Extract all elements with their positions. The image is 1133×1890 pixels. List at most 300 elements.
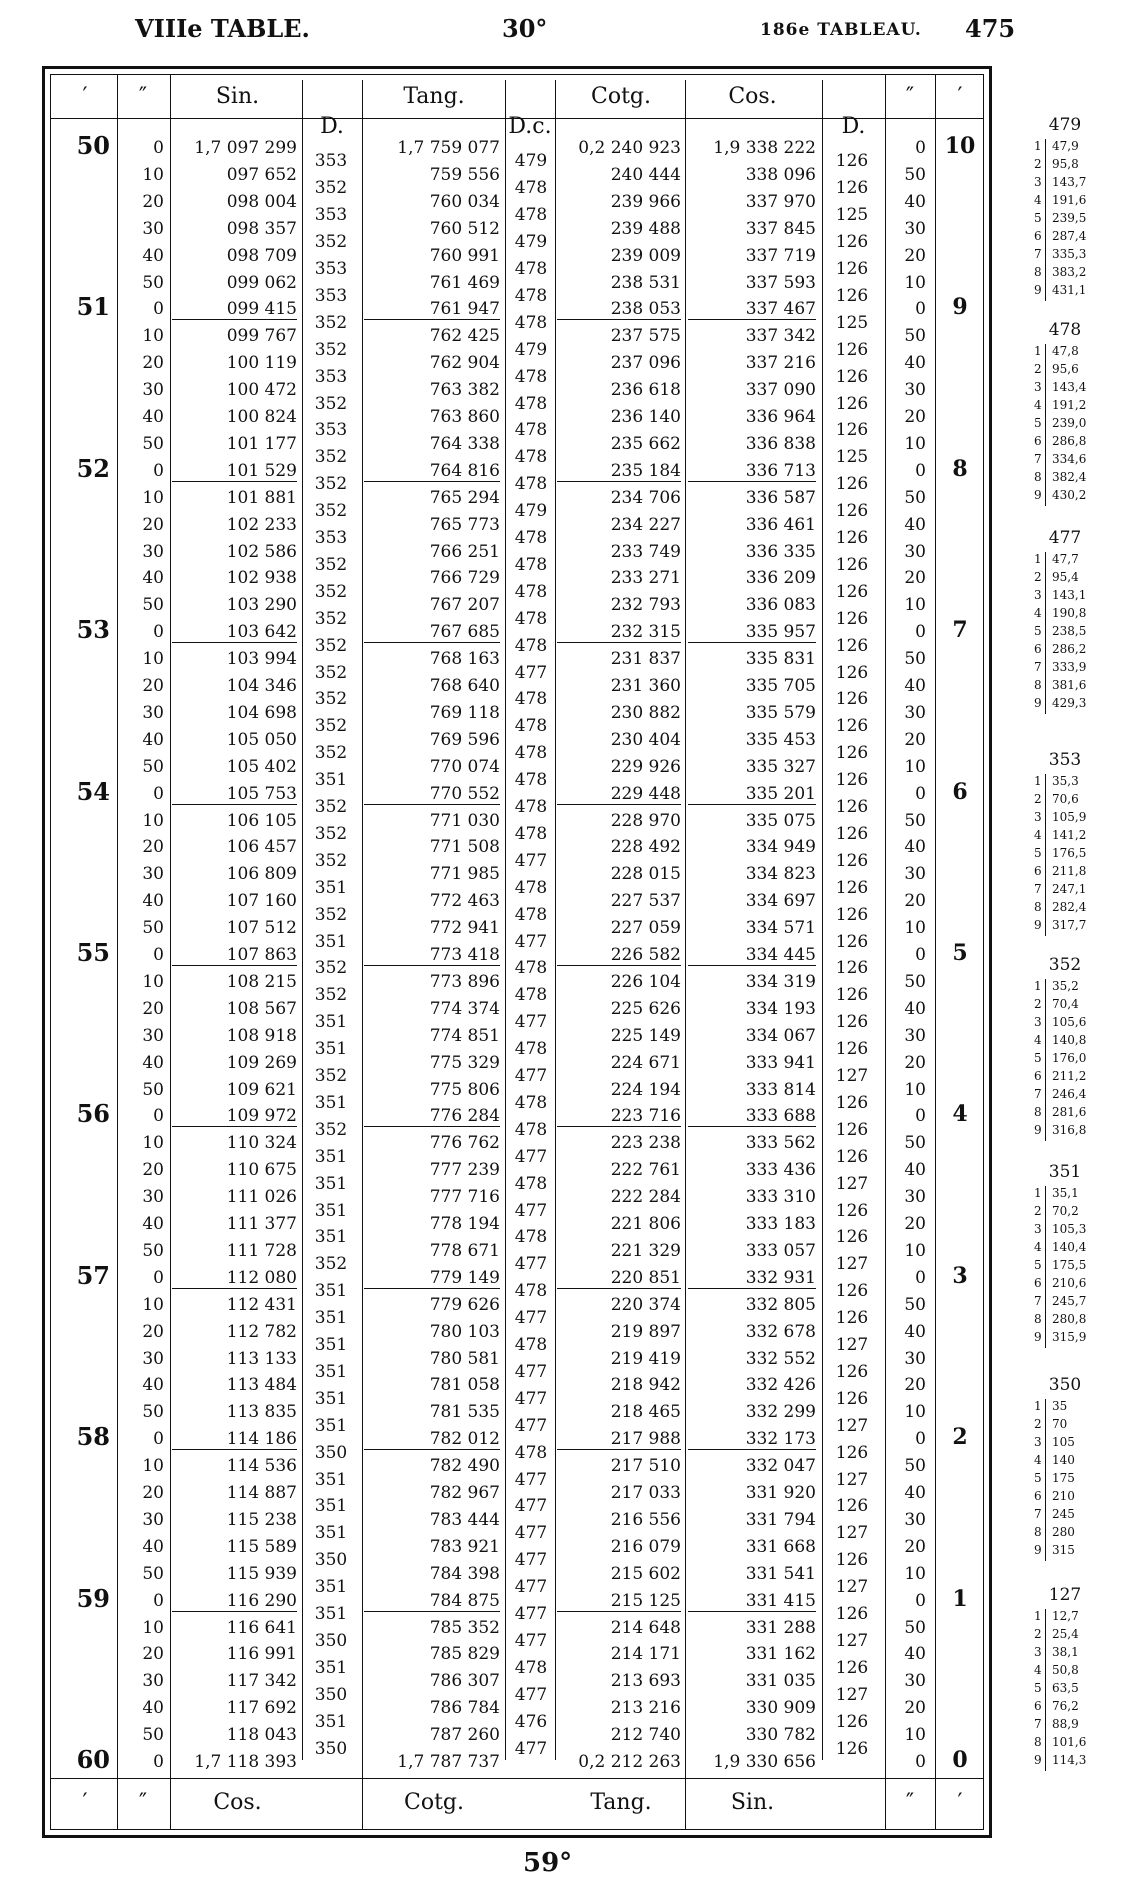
row-right-second: 0	[915, 1590, 926, 1611]
cos-value: 335 327	[745, 756, 816, 777]
pp-multiplier: 9	[1034, 1753, 1042, 1767]
pp-multiplier: 9	[1034, 1543, 1042, 1557]
tang-value: 782 967	[429, 1483, 500, 1503]
sin-value: 106 809	[226, 864, 297, 885]
tang-value: 767 685	[364, 622, 500, 643]
cos-value: 336 587	[745, 487, 816, 508]
cos-value: 334 445	[688, 945, 816, 966]
pp-divider	[1045, 344, 1046, 506]
sin-value: 112 080	[172, 1268, 297, 1289]
d-sin-value: 350	[314, 1738, 348, 1759]
tang-value: 774 851	[429, 1025, 500, 1046]
cos-value: 336 209	[745, 568, 816, 589]
sin-value: 108 567	[226, 998, 297, 1019]
row-right-second: 30	[904, 1187, 926, 1208]
footer-cos: Cos.	[213, 1790, 262, 1815]
cos-value: 336 461	[745, 514, 816, 535]
sin-value: 105 402	[226, 756, 297, 777]
pp-value: 47,7	[1052, 552, 1079, 566]
cos-value: 1,9 330 656	[713, 1752, 816, 1772]
row-right-second: 20	[904, 891, 926, 912]
sin-value: 110 675	[226, 1160, 297, 1181]
row-second: 50	[142, 1079, 164, 1100]
pp-table-title: 351	[1048, 1162, 1082, 1182]
pp-value: 247,1	[1052, 882, 1087, 896]
pp-value: 335,3	[1052, 247, 1087, 261]
d-cos-value: 126	[835, 635, 869, 656]
row-right-second: 10	[904, 272, 926, 293]
pp-value: 280	[1052, 1525, 1075, 1539]
cos-value: 336 335	[745, 541, 816, 562]
row-right-second: 20	[904, 729, 926, 750]
cotg-value: 238 053	[557, 299, 681, 320]
cotg-value: 234 227	[610, 514, 681, 535]
d-tang-value: 477	[514, 1146, 548, 1167]
pp-multiplier: 8	[1034, 470, 1042, 484]
pp-value: 105,6	[1052, 1015, 1087, 1029]
row-second: 30	[142, 218, 164, 239]
cos-value: 333 562	[745, 1133, 816, 1154]
row-right-minute: 1	[952, 1585, 968, 1612]
d-cos-value: 126	[835, 662, 869, 683]
d-cos-value: 126	[835, 1496, 869, 1517]
d-sin-value: 352	[314, 797, 348, 818]
d-tang-value: 478	[514, 1281, 548, 1302]
pp-value: 95,6	[1052, 362, 1079, 376]
pp-multiplier: 4	[1034, 606, 1042, 620]
tang-value: 787 260	[429, 1725, 500, 1746]
sin-value: 108 215	[226, 971, 297, 992]
row-second: 0	[153, 783, 164, 804]
row-second: 20	[142, 676, 164, 696]
cos-value: 337 342	[745, 326, 816, 347]
d-sin-value: 351	[314, 1711, 348, 1732]
row-second: 20	[142, 514, 164, 535]
footer-minutes: ′	[82, 1790, 88, 1815]
pp-multiplier: 4	[1034, 828, 1042, 842]
pp-table-title: 478	[1048, 320, 1082, 340]
cos-value: 333 688	[688, 1106, 816, 1127]
pp-multiplier: 6	[1034, 434, 1042, 448]
d-tang-value: 478	[514, 716, 548, 737]
d-cos-value: 126	[835, 178, 869, 199]
d-sin-value: 351	[314, 1200, 348, 1221]
pp-value: 105,3	[1052, 1222, 1087, 1236]
pp-multiplier: 4	[1034, 1240, 1042, 1254]
sin-value: 117 342	[226, 1671, 297, 1692]
footer-seconds: ″	[138, 1790, 148, 1815]
cos-value: 337 970	[745, 191, 816, 212]
pp-value: 282,4	[1052, 900, 1087, 914]
sin-value: 1,7 118 393	[194, 1752, 297, 1772]
pp-multiplier: 2	[1034, 362, 1042, 376]
tang-value: 777 239	[429, 1160, 500, 1181]
cotg-value: 228 492	[610, 837, 681, 858]
d-cos-value: 127	[835, 1415, 869, 1436]
sin-value: 109 621	[226, 1079, 297, 1100]
header-d-cos: D.	[841, 114, 866, 139]
pp-value: 70,4	[1052, 997, 1079, 1011]
cos-value: 334 193	[745, 998, 816, 1019]
row-right-second: 40	[904, 191, 926, 212]
cotg-value: 228 970	[610, 810, 681, 831]
sin-value: 102 233	[226, 514, 297, 535]
row-right-second: 0	[915, 299, 926, 320]
pp-value: 38,1	[1052, 1645, 1079, 1659]
pp-multiplier: 8	[1034, 678, 1042, 692]
row-right-second: 0	[915, 138, 926, 158]
table-label: VIIIe TABLE.	[135, 14, 310, 43]
d-tang-value: 477	[514, 662, 548, 683]
row-second: 50	[142, 756, 164, 777]
sin-value: 115 589	[226, 1536, 297, 1557]
pp-multiplier: 6	[1034, 642, 1042, 656]
row-second: 0	[153, 945, 164, 965]
d-tang-value: 477	[514, 1012, 548, 1033]
row-right-minute: 10	[944, 133, 976, 159]
tang-value: 769 118	[429, 702, 500, 723]
cotg-value: 230 404	[610, 729, 681, 750]
cotg-value: 217 988	[557, 1429, 681, 1450]
d-cos-value: 125	[835, 447, 869, 468]
cos-value: 330 909	[745, 1698, 816, 1719]
d-cos-value: 127	[835, 1469, 869, 1490]
d-sin-value: 350	[314, 1442, 348, 1463]
pp-multiplier: 3	[1034, 1435, 1042, 1449]
d-cos-value: 126	[835, 393, 869, 414]
footer-sin: Sin.	[730, 1790, 775, 1815]
sin-value: 115 939	[226, 1563, 297, 1584]
row-right-second: 10	[904, 1725, 926, 1746]
cotg-value: 212 740	[610, 1725, 681, 1746]
d-tang-value: 478	[514, 1119, 548, 1140]
row-right-second: 30	[904, 380, 926, 401]
pp-value: 47,8	[1052, 344, 1079, 358]
row-second: 10	[142, 1294, 164, 1315]
pp-multiplier: 7	[1034, 1507, 1042, 1521]
cos-value: 338 096	[745, 164, 816, 185]
row-second: 30	[142, 380, 164, 401]
d-sin-value: 352	[314, 635, 348, 656]
tang-value: 786 307	[429, 1671, 500, 1692]
d-cos-value: 126	[835, 904, 869, 925]
cos-value: 334 571	[745, 918, 816, 939]
sin-value: 118 043	[226, 1725, 297, 1746]
cos-value: 336 713	[688, 461, 816, 482]
complement-angle: 59°	[523, 1848, 573, 1878]
sin-value: 111 377	[226, 1214, 297, 1234]
row-second: 50	[142, 1240, 164, 1261]
cos-value: 337 467	[688, 299, 816, 320]
tang-value: 765 294	[429, 487, 500, 508]
row-right-second: 20	[904, 245, 926, 266]
d-cos-value: 126	[835, 1361, 869, 1382]
header-cotg: Cotg.	[591, 84, 651, 109]
pp-value: 175	[1052, 1471, 1075, 1485]
pp-divider	[1045, 1399, 1046, 1561]
d-sin-value: 352	[314, 743, 348, 764]
pp-multiplier: 9	[1034, 1123, 1042, 1137]
tang-value: 761 947	[364, 299, 500, 320]
sin-value: 111 026	[226, 1187, 297, 1208]
tang-value: 785 352	[429, 1617, 500, 1638]
tang-value: 778 671	[429, 1240, 500, 1261]
row-second: 30	[142, 1509, 164, 1530]
pp-multiplier: 2	[1034, 1417, 1042, 1431]
d-sin-value: 351	[314, 1146, 348, 1167]
page-number: 475	[965, 14, 1016, 43]
sin-value: 098 357	[226, 218, 297, 239]
d-cos-value: 127	[835, 1523, 869, 1544]
row-minute: 52	[76, 453, 110, 483]
sin-value: 112 431	[226, 1294, 297, 1315]
cos-value: 335 957	[688, 622, 816, 643]
cos-value: 334 319	[745, 971, 816, 992]
d-cos-value: 126	[835, 716, 869, 737]
d-cos-value: 126	[835, 1711, 869, 1732]
row-minute: 56	[76, 1099, 110, 1129]
cotg-value: 236 140	[610, 407, 681, 427]
d-cos-value: 127	[835, 1066, 869, 1087]
cotg-value: 0,2 212 263	[578, 1752, 681, 1772]
angle-heading: 30°	[502, 14, 548, 43]
pp-value: 280,8	[1052, 1312, 1087, 1326]
tang-value: 781 058	[429, 1375, 500, 1396]
row-right-second: 30	[904, 1671, 926, 1692]
d-tang-value: 478	[514, 689, 548, 710]
d-sin-value: 353	[314, 205, 348, 226]
cos-value: 332 805	[745, 1294, 816, 1315]
pp-value: 88,9	[1052, 1717, 1079, 1731]
pp-multiplier: 5	[1034, 1471, 1042, 1485]
d-cos-value: 126	[835, 420, 869, 441]
row-right-second: 30	[904, 1348, 926, 1369]
cotg-value: 221 329	[610, 1240, 681, 1261]
cotg-value: 219 419	[610, 1348, 681, 1369]
d-cos-value: 127	[835, 1630, 869, 1651]
tang-value: 779 149	[364, 1268, 500, 1289]
d-tang-value: 478	[514, 877, 548, 898]
row-right-second: 50	[904, 487, 926, 508]
tang-value: 764 816	[364, 461, 500, 482]
d-tang-value: 478	[514, 447, 548, 468]
tang-value: 775 806	[429, 1079, 500, 1100]
row-second: 30	[142, 1025, 164, 1046]
row-right-minute: 5	[952, 940, 968, 966]
row-right-second: 50	[904, 164, 926, 185]
pp-value: 287,4	[1052, 229, 1087, 243]
d-tang-value: 478	[514, 1442, 548, 1463]
d-cos-value: 127	[835, 1335, 869, 1356]
row-right-second: 10	[904, 1240, 926, 1261]
tang-value: 780 103	[429, 1321, 500, 1342]
pp-divider	[1045, 1609, 1046, 1771]
cos-value: 331 415	[688, 1591, 816, 1612]
d-cos-value: 126	[835, 151, 869, 172]
cos-value: 335 075	[745, 810, 816, 831]
cos-value: 332 299	[745, 1402, 816, 1423]
cotg-value: 240 444	[610, 164, 681, 185]
pp-value: 12,7	[1052, 1609, 1079, 1623]
row-second: 30	[142, 1671, 164, 1692]
sin-value: 103 642	[172, 622, 297, 643]
row-second: 30	[142, 1348, 164, 1369]
pp-value: 143,4	[1052, 380, 1087, 394]
row-right-second: 10	[904, 1079, 926, 1100]
pp-multiplier: 5	[1034, 846, 1042, 860]
d-sin-value: 351	[314, 1012, 348, 1033]
d-sin-value: 352	[314, 447, 348, 468]
cos-value: 332 552	[745, 1348, 816, 1369]
pp-value: 191,6	[1052, 193, 1087, 207]
cotg-value: 223 238	[610, 1133, 681, 1154]
row-right-second: 40	[904, 1483, 926, 1503]
sin-value: 107 512	[226, 918, 297, 939]
cotg-value: 219 897	[610, 1321, 681, 1342]
d-tang-value: 478	[514, 205, 548, 226]
pp-value: 70	[1052, 1417, 1068, 1431]
row-right-second: 40	[904, 1644, 926, 1665]
cotg-value: 235 662	[610, 433, 681, 454]
sin-value: 109 972	[172, 1106, 297, 1127]
d-tang-value: 478	[514, 474, 548, 495]
cos-value: 333 436	[745, 1160, 816, 1181]
pp-value: 70,2	[1052, 1204, 1079, 1218]
row-right-second: 20	[904, 1698, 926, 1719]
d-sin-value: 353	[314, 285, 348, 306]
sin-value: 111 728	[226, 1240, 297, 1261]
row-right-second: 0	[915, 1267, 926, 1288]
cotg-value: 229 448	[557, 784, 681, 805]
d-tang-value: 478	[514, 1092, 548, 1113]
pp-multiplier: 2	[1034, 157, 1042, 171]
row-second: 0	[153, 1267, 164, 1288]
d-cos-value: 127	[835, 1173, 869, 1194]
row-second: 10	[142, 649, 164, 670]
cotg-value: 221 806	[610, 1214, 681, 1234]
row-right-minute: 4	[952, 1101, 968, 1128]
header-right-minutes: ′	[957, 84, 963, 109]
row-right-second: 50	[904, 649, 926, 670]
pp-value: 25,4	[1052, 1627, 1079, 1641]
pp-multiplier: 8	[1034, 1312, 1042, 1326]
tang-value: 759 556	[429, 164, 500, 185]
pp-value: 95,8	[1052, 157, 1079, 171]
pp-multiplier: 1	[1034, 979, 1042, 993]
row-second: 50	[142, 918, 164, 939]
d-cos-value: 126	[835, 850, 869, 871]
pp-value: 143,7	[1052, 175, 1087, 189]
tang-value: 760 512	[429, 218, 500, 239]
row-right-second: 10	[904, 756, 926, 777]
tang-value: 783 444	[429, 1509, 500, 1530]
pp-multiplier: 7	[1034, 1294, 1042, 1308]
row-right-second: 40	[904, 998, 926, 1019]
row-right-second: 50	[904, 971, 926, 992]
d-cos-value: 126	[835, 1442, 869, 1463]
footer-cotg: Cotg.	[404, 1790, 464, 1815]
pp-value: 316,8	[1052, 1123, 1087, 1137]
cos-value: 332 678	[745, 1321, 816, 1342]
d-sin-value: 352	[314, 339, 348, 360]
d-sin-value: 352	[314, 393, 348, 414]
cotg-value: 224 194	[610, 1079, 681, 1100]
row-right-second: 20	[904, 1214, 926, 1234]
pp-multiplier: 7	[1034, 247, 1042, 261]
pp-multiplier: 5	[1034, 1258, 1042, 1272]
row-second: 0	[153, 1106, 164, 1127]
d-tang-value: 478	[514, 366, 548, 387]
pp-value: 35,3	[1052, 774, 1079, 788]
row-right-second: 10	[904, 1402, 926, 1423]
pp-multiplier: 5	[1034, 416, 1042, 430]
d-cos-value: 126	[835, 285, 869, 306]
d-sin-value: 352	[314, 178, 348, 199]
cos-value: 336 838	[745, 433, 816, 454]
d-cos-value: 126	[835, 689, 869, 710]
pp-multiplier: 9	[1034, 1330, 1042, 1344]
pp-value: 430,2	[1052, 488, 1087, 502]
cotg-value: 222 761	[610, 1160, 681, 1181]
pp-multiplier: 3	[1034, 810, 1042, 824]
cotg-value: 225 149	[610, 1025, 681, 1046]
cos-value: 333 057	[745, 1240, 816, 1261]
d-sin-value: 352	[314, 312, 348, 333]
pp-value: 140	[1052, 1453, 1075, 1467]
cotg-value: 236 618	[610, 380, 681, 401]
pp-multiplier: 1	[1034, 1399, 1042, 1413]
d-tang-value: 478	[514, 1039, 548, 1060]
cotg-value: 215 125	[557, 1591, 681, 1612]
d-cos-value: 126	[835, 1092, 869, 1113]
row-second: 40	[142, 1698, 164, 1719]
d-sin-value: 352	[314, 232, 348, 253]
row-right-minute: 9	[952, 294, 968, 321]
pp-value: 191,2	[1052, 398, 1087, 412]
d-tang-value: 478	[514, 1173, 548, 1194]
cotg-value: 233 271	[610, 568, 681, 589]
row-second: 0	[153, 138, 164, 158]
d-tang-value: 478	[514, 285, 548, 306]
row-minute: 51	[76, 292, 110, 322]
pp-multiplier: 4	[1034, 1453, 1042, 1467]
cotg-value: 239 009	[610, 245, 681, 266]
d-cos-value: 126	[835, 339, 869, 360]
row-right-second: 50	[904, 326, 926, 347]
sin-value: 106 105	[226, 810, 297, 831]
sin-value: 114 186	[172, 1429, 297, 1450]
row-right-second: 20	[904, 568, 926, 589]
pp-divider	[1045, 1186, 1046, 1348]
cos-value: 333 941	[745, 1052, 816, 1073]
d-sin-value: 352	[314, 1254, 348, 1275]
d-sin-value: 351	[314, 877, 348, 898]
pp-value: 333,9	[1052, 660, 1087, 674]
pp-multiplier: 3	[1034, 1222, 1042, 1236]
pp-multiplier: 6	[1034, 1069, 1042, 1083]
row-right-second: 40	[904, 1321, 926, 1342]
sin-value: 099 062	[226, 272, 297, 293]
pp-multiplier: 8	[1034, 900, 1042, 914]
pp-divider	[1045, 139, 1046, 301]
pp-value: 210	[1052, 1489, 1075, 1503]
row-right-second: 20	[904, 1052, 926, 1073]
cotg-value: 217 033	[610, 1483, 681, 1503]
d-tang-value: 478	[514, 420, 548, 441]
row-second: 20	[142, 1160, 164, 1181]
d-cos-value: 126	[835, 770, 869, 791]
sin-value: 099 767	[226, 326, 297, 347]
